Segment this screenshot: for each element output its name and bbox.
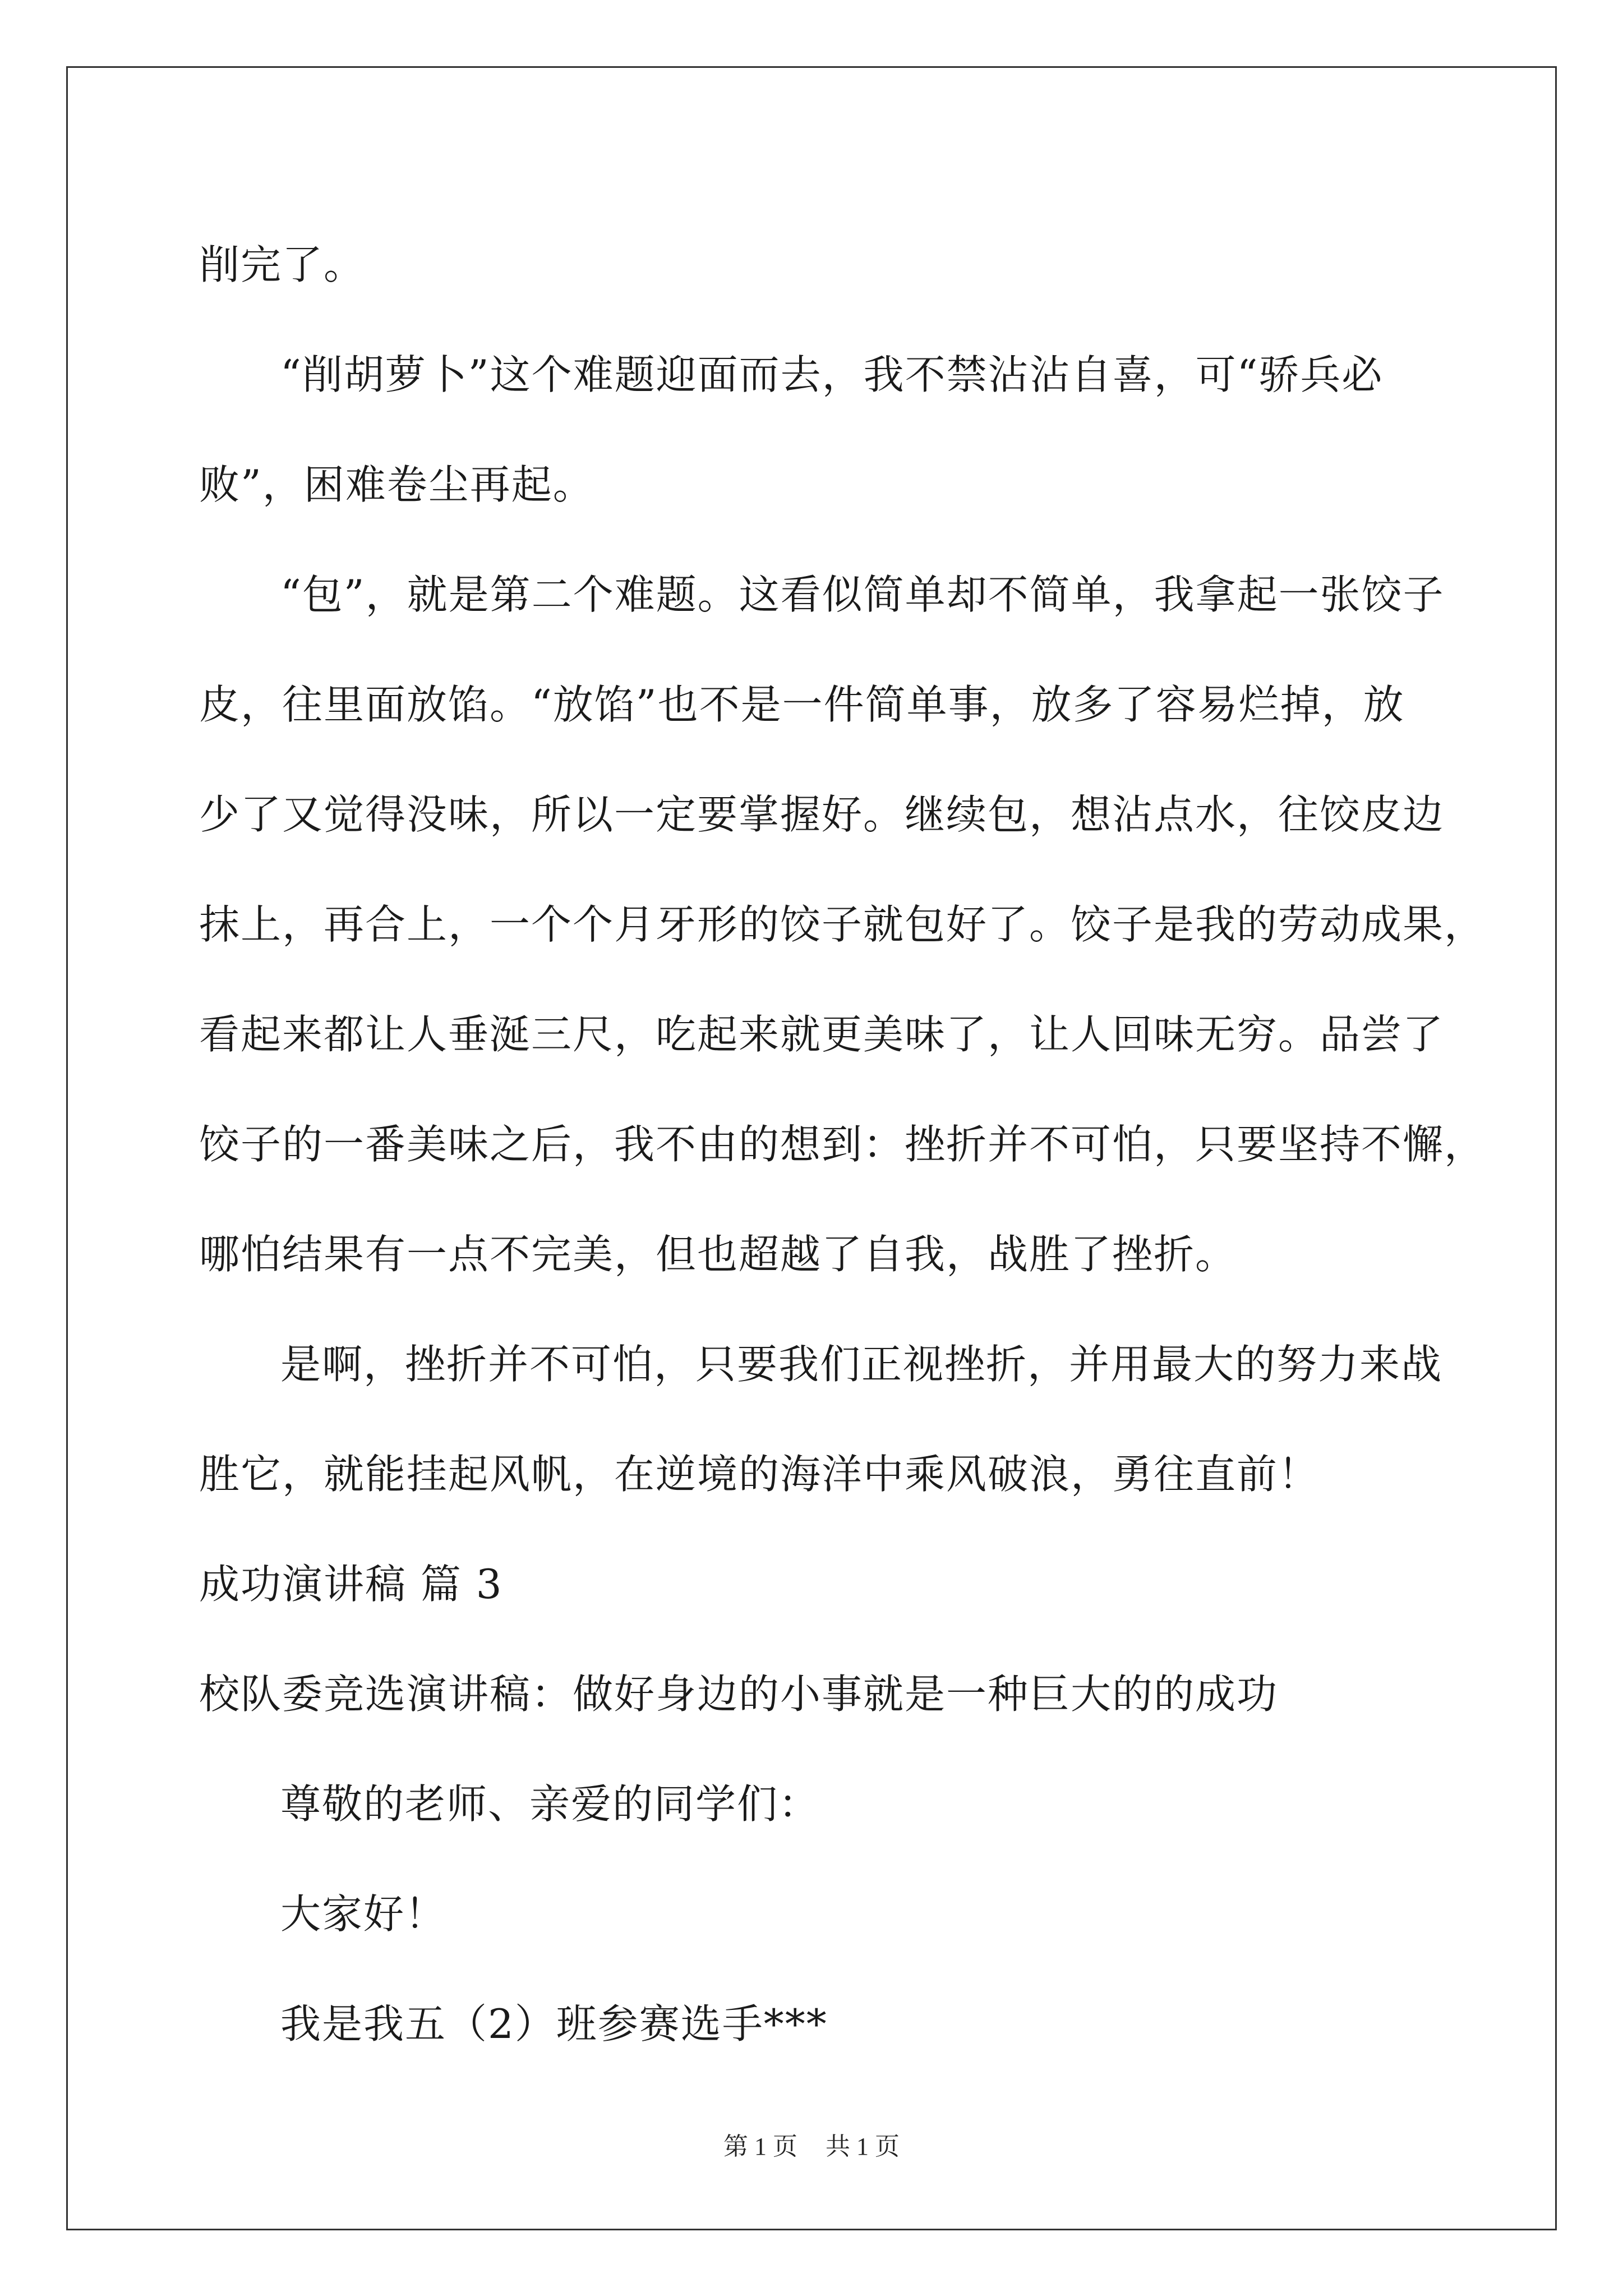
text-line-2: “削胡萝卜”这个难题迎面而去，我不禁沾沾自喜，可“骄兵必 <box>280 351 1384 398</box>
text-line-7: 抹上，再合上，一个个月牙形的饺子就包好了。饺子是我的劳动成果， <box>199 901 1486 948</box>
salutation: 尊敬的老师、亲爱的同学们： <box>280 1780 820 1828</box>
text-line-11: 是啊，挫折并不可怕，只要我们正视挫折，并用最大的努力来战 <box>280 1341 1443 1388</box>
text-line-10: 哪怕结果有一点不完美，但也超越了自我，战胜了挫折。 <box>199 1231 1237 1278</box>
text-line-9: 饺子的一番美味之后，我不由的想到：挫折并不可怕，只要坚持不懈， <box>199 1121 1486 1168</box>
text-line-3: 败”，困难卷尘再起。 <box>199 461 594 508</box>
document-body <box>199 210 1486 2079</box>
page-number: 第 1 页 <box>723 2133 797 2160</box>
text-line-8: 看起来都让人垂涎三尺，吃起来就更美味了，让人回味无穷。品尝了 <box>199 1011 1445 1058</box>
introduction: 我是我五（2）班参赛选手*** <box>280 2000 828 2047</box>
text-line-5: 皮，往里面放馅。“放馅”也不是一件简单事，放多了容易烂掉，放 <box>199 681 1405 728</box>
page-total: 共 1 页 <box>826 2133 900 2160</box>
text-line-6: 少了又觉得没味，所以一定要掌握好。继续包，想沾点水，往饺皮边 <box>199 791 1445 838</box>
page-footer <box>0 2126 1623 2162</box>
text-line-12: 胜它，就能挂起风帆，在逆境的海洋中乘风破浪，勇往直前！ <box>199 1451 1320 1498</box>
text-line-4: “包”，就是第二个难题。这看似简单却不简单，我拿起一张饺子 <box>280 571 1445 618</box>
speech-title: 校队委竞选演讲稿：做好身边的小事就是一种巨大的的成功 <box>199 1671 1279 1718</box>
section-heading: 成功演讲稿 篇 3 <box>199 1561 503 1608</box>
greeting: 大家好！ <box>280 1890 447 1938</box>
text-line-1: 削完了。 <box>199 241 366 288</box>
